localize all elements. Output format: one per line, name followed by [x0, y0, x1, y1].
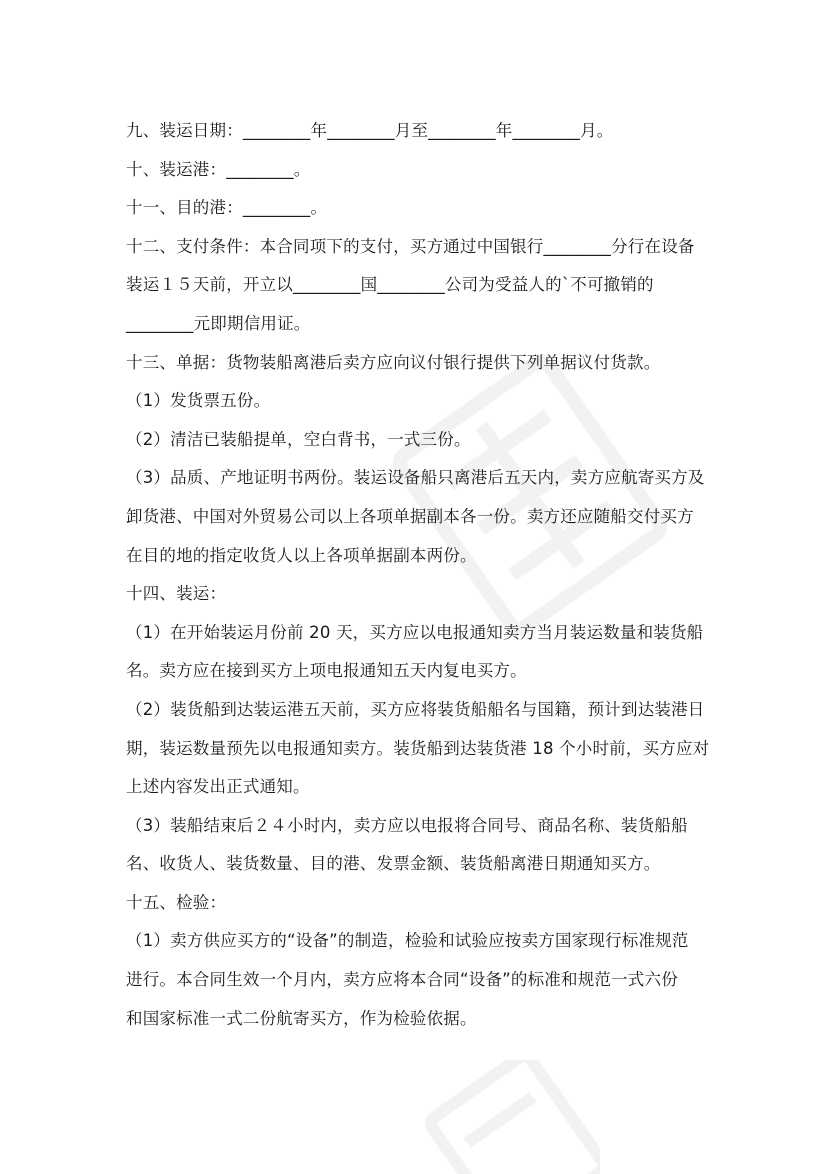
- clause-14-item-2-line-2: 期，装运数量预先以电报通知卖方。装货船到达装货港 18 个小时前，买方应对: [126, 738, 710, 758]
- contract-text: [126, 112, 716, 1038]
- clause-14-item-2-line-3: 上述内容发出正式通知。: [126, 777, 310, 797]
- clause-13-item-3-line-2: 卸货港、中国对外贸易公司以上各项单据副本各一份。卖方还应随船交付买方: [126, 506, 694, 526]
- clause-14-item-3-line-1: （3）装船结束后２４小时内，卖方应以电报将合同号、商品名称、装货船船: [126, 815, 688, 835]
- watermark-logo-bottom: [400, 1060, 600, 1174]
- clause-13-documents: 十三、单据：货物装船离港后卖方应向议付银行提供下列单据议付货款。: [126, 352, 661, 372]
- clause-14-shipment: 十四、装运：: [126, 584, 227, 604]
- clause-15-item-1-line-2: 进行。本合同生效一个月内，卖方应将本合同“设备”的标准和规范一式六份: [126, 970, 678, 990]
- clause-14-item-1-line-1: （1）在开始装运月份前 20 天，买方应以电报通知卖方当月装运数量和装货船: [126, 622, 704, 642]
- clause-12-payment-line-3: ________元即期信用证。: [126, 313, 311, 333]
- clause-14-item-3-line-2: 名、收货人、装货数量、目的港、发票金额、装货船离港日期通知买方。: [126, 854, 661, 874]
- clause-13-item-3-line-1: （3）品质、产地证明书两份。装运设备船只离港后五天内，卖方应航寄买方及: [126, 468, 705, 488]
- clause-12-payment-line-1: 十二、支付条件：本合同项下的支付，买方通过中国银行________分行在设备: [126, 236, 695, 256]
- clause-15-inspection: 十五、检验：: [126, 892, 227, 912]
- clause-14-item-1-line-2: 名。卖方应在接到买方上项电报通知五天内复电买方。: [126, 661, 527, 681]
- clause-14-item-2-line-1: （2）装货船到达装运港五天前，买方应将装货船船名与国籍，预计到达装港日: [126, 699, 705, 719]
- clause-15-item-1-line-1: （1）卖方供应买方的“设备”的制造，检验和试验应按卖方国家现行标准规范: [126, 931, 689, 951]
- clause-15-item-1-line-3: 和国家标准一式二份航寄买方，作为检验依据。: [126, 1008, 477, 1028]
- clause-13-item-1: （1）发货票五份。: [126, 391, 271, 411]
- clause-13-item-3-line-3: 在目的地的指定收货人以上各项单据副本两份。: [126, 545, 477, 565]
- clause-9-shipment-date: 九、装运日期：________年________月至________年________月。: [126, 121, 614, 140]
- clause-13-item-2: （2）清洁已装船提单，空白背书，一式三份。: [126, 429, 471, 449]
- clause-12-payment-line-2: 装运１５天前，开立以________国________公司为受益人的`不可撤销的: [126, 275, 654, 295]
- clause-11-port-of-destination: 十一、目的港：________。: [126, 198, 328, 218]
- clause-10-port-of-shipment: 十、装运港：________。: [126, 159, 311, 179]
